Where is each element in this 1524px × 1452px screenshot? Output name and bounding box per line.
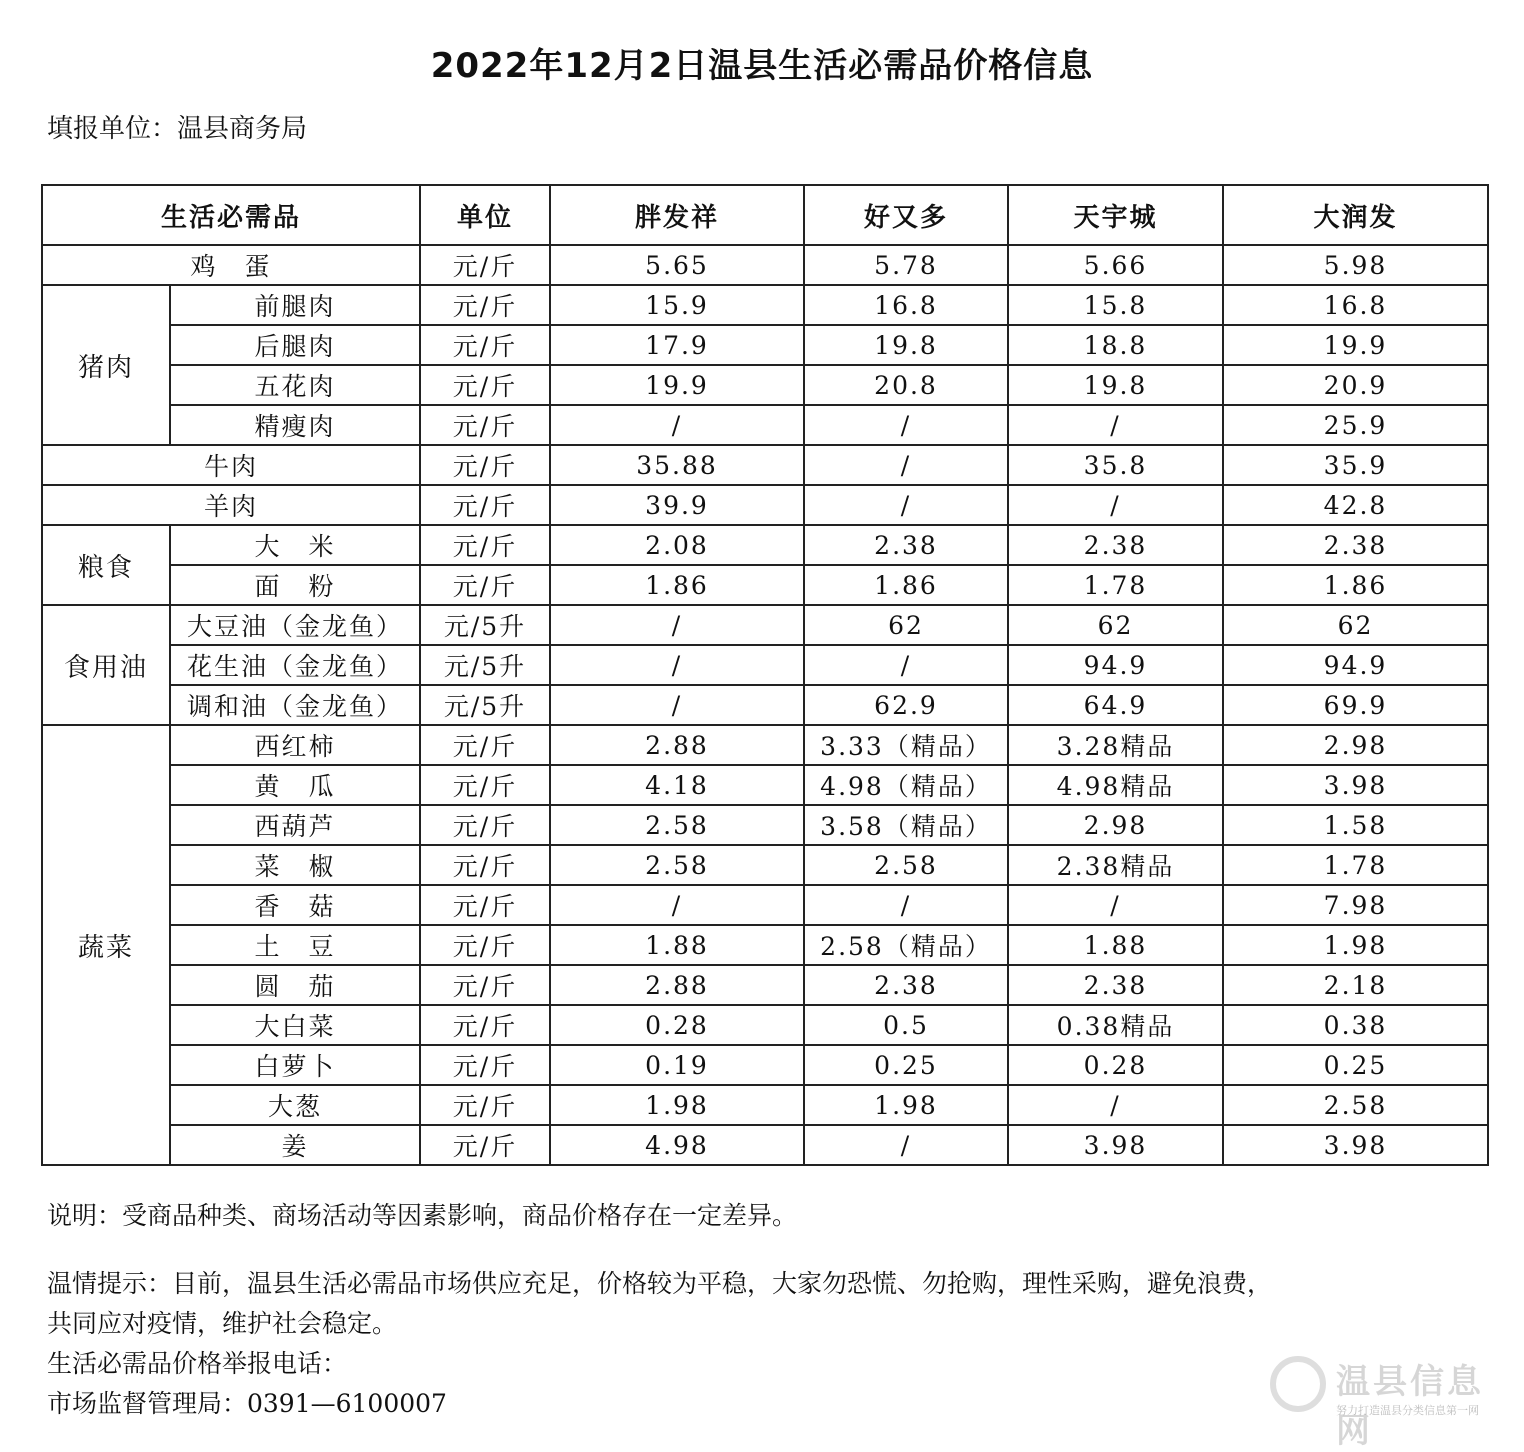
item-name-cell: 黄 瓜: [170, 765, 420, 805]
price-cell: 2.38: [804, 965, 1008, 1005]
item-name-cell: 西红柿: [170, 725, 420, 765]
item-name-cell: 大 米: [170, 525, 420, 565]
price-cell: 1.86: [804, 565, 1008, 605]
price-cell: /: [1008, 885, 1223, 925]
price-cell: 19.8: [1008, 365, 1223, 405]
table-row: [42, 685, 1488, 725]
price-cell: 2.38: [1223, 525, 1488, 565]
unit-cell: 元/斤: [420, 925, 550, 965]
price-cell: 1.78: [1223, 845, 1488, 885]
price-cell: 20.8: [804, 365, 1008, 405]
price-cell: 2.58: [550, 805, 804, 845]
price-cell: /: [550, 685, 804, 725]
item-name-cell: 五花肉: [170, 365, 420, 405]
price-cell: 4.98（精品）: [804, 765, 1008, 805]
item-name-cell: 菜 椒: [170, 845, 420, 885]
price-cell: 2.88: [550, 965, 804, 1005]
price-cell: /: [1008, 1085, 1223, 1125]
unit-cell: 元/斤: [420, 285, 550, 325]
item-name-cell: 土 豆: [170, 925, 420, 965]
price-cell: 0.38精品: [1008, 1005, 1223, 1045]
unit-cell: 元/斤: [420, 365, 550, 405]
table-row: [42, 1005, 1488, 1045]
price-cell: /: [550, 605, 804, 645]
watermark-slogan: 努力打造温县分类信息第一网: [1336, 1404, 1479, 1417]
price-cell: 2.98: [1223, 725, 1488, 765]
price-cell: 16.8: [804, 285, 1008, 325]
price-cell: /: [804, 485, 1008, 525]
price-cell: /: [804, 885, 1008, 925]
price-cell: 0.5: [804, 1005, 1008, 1045]
price-cell: 69.9: [1223, 685, 1488, 725]
price-cell: 1.86: [1223, 565, 1488, 605]
table-row: [42, 1085, 1488, 1125]
price-cell: 2.88: [550, 725, 804, 765]
price-cell: 16.8: [1223, 285, 1488, 325]
watermark-title: 温县信息网: [1336, 1362, 1484, 1451]
table-row: [42, 405, 1488, 445]
header-unit: 单位: [420, 185, 550, 245]
price-cell: 2.58: [1223, 1085, 1488, 1125]
unit-cell: 元/5升: [420, 685, 550, 725]
unit-cell: 元/斤: [420, 485, 550, 525]
tips-block: [47, 1264, 1272, 1424]
table-row: [42, 1045, 1488, 1085]
price-cell: 0.28: [1008, 1045, 1223, 1085]
price-cell: 0.19: [550, 1045, 804, 1085]
item-name-cell: 姜: [170, 1125, 420, 1165]
price-cell: 15.8: [1008, 285, 1223, 325]
table-row: [42, 485, 1488, 525]
price-cell: /: [550, 405, 804, 445]
price-cell: 94.9: [1008, 645, 1223, 685]
price-cell: 35.9: [1223, 445, 1488, 485]
price-cell: 1.98: [804, 1085, 1008, 1125]
unit-cell: 元/斤: [420, 765, 550, 805]
hotline-label: 生活必需品价格举报电话：: [47, 1349, 348, 1378]
price-cell: 19.8: [804, 325, 1008, 365]
price-cell: 5.66: [1008, 245, 1223, 285]
price-cell: /: [804, 405, 1008, 445]
price-cell: 20.9: [1223, 365, 1488, 405]
item-name-cell: 圆 茄: [170, 965, 420, 1005]
unit-cell: 元/斤: [420, 1045, 550, 1085]
price-cell: 2.58: [804, 845, 1008, 885]
price-cell: 2.18: [1223, 965, 1488, 1005]
price-cell: 2.38: [1008, 965, 1223, 1005]
unit-cell: 元/斤: [420, 325, 550, 365]
unit-cell: 元/斤: [420, 1005, 550, 1045]
table-row: [42, 245, 1488, 285]
price-cell: 2.08: [550, 525, 804, 565]
price-cell: /: [1008, 405, 1223, 445]
hotline-number: 市场监督管理局：0391—6100007: [47, 1389, 447, 1418]
price-cell: 2.38: [804, 525, 1008, 565]
price-cell: 62: [1008, 605, 1223, 645]
price-cell: 2.58（精品）: [804, 925, 1008, 965]
price-cell: 2.98: [1008, 805, 1223, 845]
item-name-cell: 香 菇: [170, 885, 420, 925]
item-name-cell: 鸡 蛋: [42, 245, 420, 285]
price-cell: /: [804, 445, 1008, 485]
price-cell: 62: [1223, 605, 1488, 645]
item-name-cell: 西葫芦: [170, 805, 420, 845]
price-cell: 1.98: [1223, 925, 1488, 965]
table-row: [42, 845, 1488, 885]
header-store-2: 好又多: [804, 185, 1008, 245]
watermark-logo-icon: [1270, 1356, 1326, 1412]
price-cell: 42.8: [1223, 485, 1488, 525]
price-cell: 1.86: [550, 565, 804, 605]
table-row: [42, 885, 1488, 925]
item-name-cell: 牛肉: [42, 445, 420, 485]
unit-cell: 元/斤: [420, 245, 550, 285]
table-row: [42, 365, 1488, 405]
category-cell: 食用油: [42, 605, 170, 725]
unit-cell: 元/斤: [420, 565, 550, 605]
item-name-cell: 白萝卜: [170, 1045, 420, 1085]
price-cell: 2.38: [1008, 525, 1223, 565]
price-cell: 4.18: [550, 765, 804, 805]
price-cell: 0.25: [1223, 1045, 1488, 1085]
price-cell: 15.9: [550, 285, 804, 325]
item-name-cell: 大白菜: [170, 1005, 420, 1045]
price-cell: 64.9: [1008, 685, 1223, 725]
price-cell: 19.9: [1223, 325, 1488, 365]
price-cell: /: [550, 885, 804, 925]
price-cell: /: [804, 1125, 1008, 1165]
price-cell: 3.28精品: [1008, 725, 1223, 765]
item-name-cell: 前腿肉: [170, 285, 420, 325]
price-cell: /: [1008, 485, 1223, 525]
price-cell: 35.8: [1008, 445, 1223, 485]
price-cell: /: [550, 645, 804, 685]
price-cell: 1.78: [1008, 565, 1223, 605]
price-cell: 62: [804, 605, 1008, 645]
table-row: [42, 605, 1488, 645]
category-cell: 粮食: [42, 525, 170, 605]
unit-cell: 元/斤: [420, 965, 550, 1005]
price-cell: 18.8: [1008, 325, 1223, 365]
table-row: [42, 765, 1488, 805]
item-name-cell: 精瘦肉: [170, 405, 420, 445]
table-header-row: [42, 185, 1488, 245]
price-cell: 2.58: [550, 845, 804, 885]
header-store-3: 天宇城: [1008, 185, 1223, 245]
price-cell: 17.9: [550, 325, 804, 365]
unit-cell: 元/斤: [420, 805, 550, 845]
price-cell: 1.88: [550, 925, 804, 965]
table-row: [42, 925, 1488, 965]
price-note: 说明：受商品种类、商场活动等因素影响，商品价格存在一定差异。: [47, 1201, 798, 1230]
price-cell: 2.38精品: [1008, 845, 1223, 885]
reporting-unit: 填报单位：温县商务局: [47, 114, 308, 144]
price-cell: 3.98: [1223, 765, 1488, 805]
item-name-cell: 花生油（金龙鱼）: [170, 645, 420, 685]
price-cell: 62.9: [804, 685, 1008, 725]
price-cell: 0.28: [550, 1005, 804, 1045]
category-cell: 猪肉: [42, 285, 170, 445]
price-cell: 94.9: [1223, 645, 1488, 685]
item-name-cell: 后腿肉: [170, 325, 420, 365]
price-cell: 5.65: [550, 245, 804, 285]
table-row: [42, 965, 1488, 1005]
price-cell: 19.9: [550, 365, 804, 405]
header-store-1: 胖发祥: [550, 185, 804, 245]
price-cell: 3.98: [1223, 1125, 1488, 1165]
header-store-4: 大润发: [1223, 185, 1488, 245]
price-cell: 7.98: [1223, 885, 1488, 925]
price-table: [41, 184, 1489, 1166]
price-cell: 5.98: [1223, 245, 1488, 285]
table-row: [42, 325, 1488, 365]
price-cell: 5.78: [804, 245, 1008, 285]
item-name-cell: 羊肉: [42, 485, 420, 525]
table-row: [42, 645, 1488, 685]
unit-cell: 元/斤: [420, 1125, 550, 1165]
header-item: 生活必需品: [42, 185, 420, 245]
table-row: [42, 525, 1488, 565]
price-cell: 25.9: [1223, 405, 1488, 445]
price-cell: 3.33（精品）: [804, 725, 1008, 765]
price-cell: /: [804, 645, 1008, 685]
table-row: [42, 1125, 1488, 1165]
price-cell: 1.98: [550, 1085, 804, 1125]
item-name-cell: 面 粉: [170, 565, 420, 605]
price-cell: 1.58: [1223, 805, 1488, 845]
price-cell: 0.25: [804, 1045, 1008, 1085]
item-name-cell: 大豆油（金龙鱼）: [170, 605, 420, 645]
table-row: [42, 445, 1488, 485]
unit-cell: 元/斤: [420, 725, 550, 765]
watermark: [1270, 1354, 1510, 1451]
price-cell: 1.88: [1008, 925, 1223, 965]
unit-cell: 元/5升: [420, 645, 550, 685]
unit-cell: 元/斤: [420, 405, 550, 445]
unit-cell: 元/斤: [420, 1085, 550, 1125]
price-cell: 3.98: [1008, 1125, 1223, 1165]
price-cell: 0.38: [1223, 1005, 1488, 1045]
table-row: [42, 565, 1488, 605]
category-cell: 蔬菜: [42, 725, 170, 1165]
price-cell: 35.88: [550, 445, 804, 485]
unit-cell: 元/斤: [420, 885, 550, 925]
table-row: [42, 725, 1488, 765]
tip-line: 温情提示：目前，温县生活必需品市场供应充足，价格较为平稳，大家勿恐慌、勿抢购，理性采购，避免浪费，: [47, 1269, 1273, 1298]
unit-cell: 元/5升: [420, 605, 550, 645]
price-cell: 4.98: [550, 1125, 804, 1165]
item-name-cell: 调和油（金龙鱼）: [170, 685, 420, 725]
price-cell: 4.98精品: [1008, 765, 1223, 805]
unit-cell: 元/斤: [420, 845, 550, 885]
item-name-cell: 大葱: [170, 1085, 420, 1125]
tip-line: 共同应对疫情，维护社会稳定。: [47, 1309, 398, 1338]
table-row: [42, 805, 1488, 845]
unit-cell: 元/斤: [420, 525, 550, 565]
page-title: 2022年12月2日温县生活必需品价格信息: [430, 46, 1094, 86]
price-cell: 39.9: [550, 485, 804, 525]
price-cell: 3.58（精品）: [804, 805, 1008, 845]
table-row: [42, 285, 1488, 325]
unit-cell: 元/斤: [420, 445, 550, 485]
